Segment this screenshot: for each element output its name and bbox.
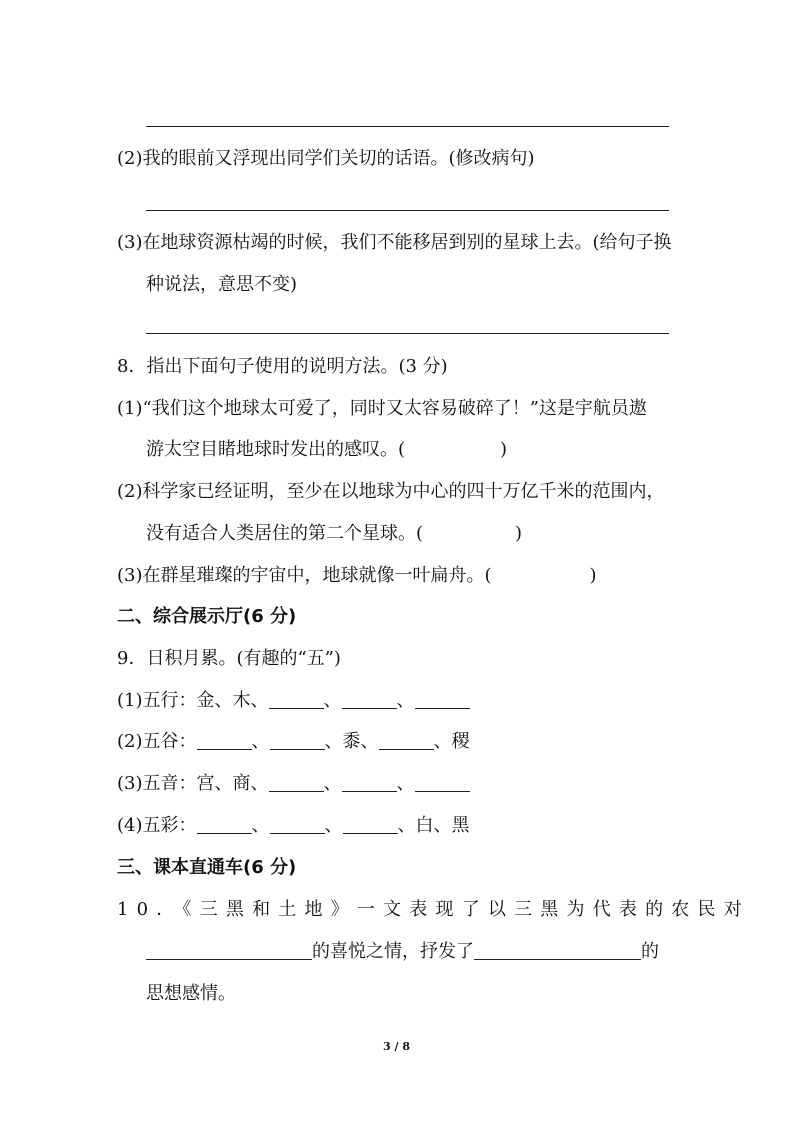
q7-item2: (2)我的眼前又浮现出同学们关切的话语。(修改病句) bbox=[117, 148, 535, 169]
q9-item1-prefix: (1)五行：金、木、 bbox=[117, 690, 269, 711]
q10-mid: 的喜悦之情，抒发了 bbox=[312, 941, 474, 962]
blank[interactable] bbox=[474, 941, 641, 960]
q9-title: 9．日积月累。(有趣的“五”) bbox=[117, 648, 341, 669]
q8-item3 bbox=[117, 564, 597, 588]
q10-end: 的 bbox=[641, 941, 659, 962]
separator: 、 bbox=[396, 773, 415, 794]
separator: 、 bbox=[251, 731, 270, 752]
separator: 、 bbox=[251, 815, 270, 836]
q8-item2-text: 没有适合人类居住的第二个星球。( bbox=[146, 523, 424, 544]
close-paren: ) bbox=[500, 439, 508, 460]
q8-title: 8．指出下面句子使用的说明方法。(3 分) bbox=[117, 356, 448, 377]
blank[interactable] bbox=[342, 773, 397, 792]
q7-item3-line2: 种说法，意思不变) bbox=[146, 274, 298, 295]
q10-line2 bbox=[146, 940, 659, 964]
separator: 、 bbox=[323, 773, 342, 794]
separator: 、 bbox=[324, 731, 343, 752]
q9-item2-prefix: (2)五谷： bbox=[117, 731, 197, 752]
answer-line-q7-2[interactable] bbox=[146, 210, 669, 211]
answer-line-q7-1[interactable] bbox=[146, 126, 669, 127]
separator: 、 bbox=[324, 815, 343, 836]
blank[interactable] bbox=[270, 731, 325, 750]
q8-item1-text: 游太空目睹地球时发出的感叹。( bbox=[146, 439, 406, 460]
q10-line3: 思想感情。 bbox=[146, 983, 236, 1004]
page-number: 3 / 8 bbox=[383, 1040, 410, 1053]
q9-item3-prefix: (3)五音：宫、商、 bbox=[117, 773, 269, 794]
close-paren: ) bbox=[589, 565, 597, 586]
q9-item1 bbox=[117, 689, 470, 713]
q9-item4-prefix: (4)五彩： bbox=[117, 815, 197, 836]
q9-item2 bbox=[117, 730, 470, 754]
blank[interactable] bbox=[415, 773, 470, 792]
blank[interactable] bbox=[269, 690, 324, 709]
separator: 、 bbox=[323, 690, 342, 711]
blank[interactable] bbox=[197, 731, 252, 750]
q9-item2-mid: 黍、 bbox=[342, 731, 379, 752]
q8-item2-line2 bbox=[146, 522, 522, 546]
blank[interactable] bbox=[270, 815, 325, 834]
blank[interactable] bbox=[269, 773, 324, 792]
q8-item1-line2 bbox=[146, 438, 507, 462]
blank[interactable] bbox=[197, 815, 252, 834]
q8-item3-text: (3)在群星璀璨的宇宙中，地球就像一叶扁舟。( bbox=[117, 565, 492, 586]
separator: 、 bbox=[396, 690, 415, 711]
blank[interactable] bbox=[415, 690, 470, 709]
q9-item2-end: 稷 bbox=[451, 731, 470, 752]
q9-item4-end: 白、黑 bbox=[415, 815, 470, 836]
blank[interactable] bbox=[343, 815, 398, 834]
separator: 、 bbox=[397, 815, 416, 836]
blank[interactable] bbox=[146, 941, 312, 960]
answer-line-q7-3[interactable] bbox=[146, 333, 669, 334]
section3-heading: 三、课本直通车(6 分) bbox=[117, 857, 297, 878]
q8-item1-line1: (1)“我们这个地球太可爱了，同时又太容易破碎了！”这是宇航员遨 bbox=[117, 398, 647, 419]
separator: 、 bbox=[433, 731, 452, 752]
blank[interactable] bbox=[342, 690, 397, 709]
q10-line1: 10．《三黑和土地》一文表现了以三黑为代表的农民对 bbox=[117, 899, 750, 920]
q8-item2-line1: (2)科学家已经证明，至少在以地球为中心的四十万亿千米的范围内， bbox=[117, 481, 665, 502]
q9-item3 bbox=[117, 772, 470, 796]
close-paren: ) bbox=[515, 523, 523, 544]
section2-heading: 二、综合展示厅(6 分) bbox=[117, 606, 297, 627]
blank[interactable] bbox=[379, 731, 434, 750]
q9-item4 bbox=[117, 814, 470, 838]
q7-item3-line1: (3)在地球资源枯竭的时候，我们不能移居到别的星球上去。(给句子换 bbox=[117, 232, 672, 253]
